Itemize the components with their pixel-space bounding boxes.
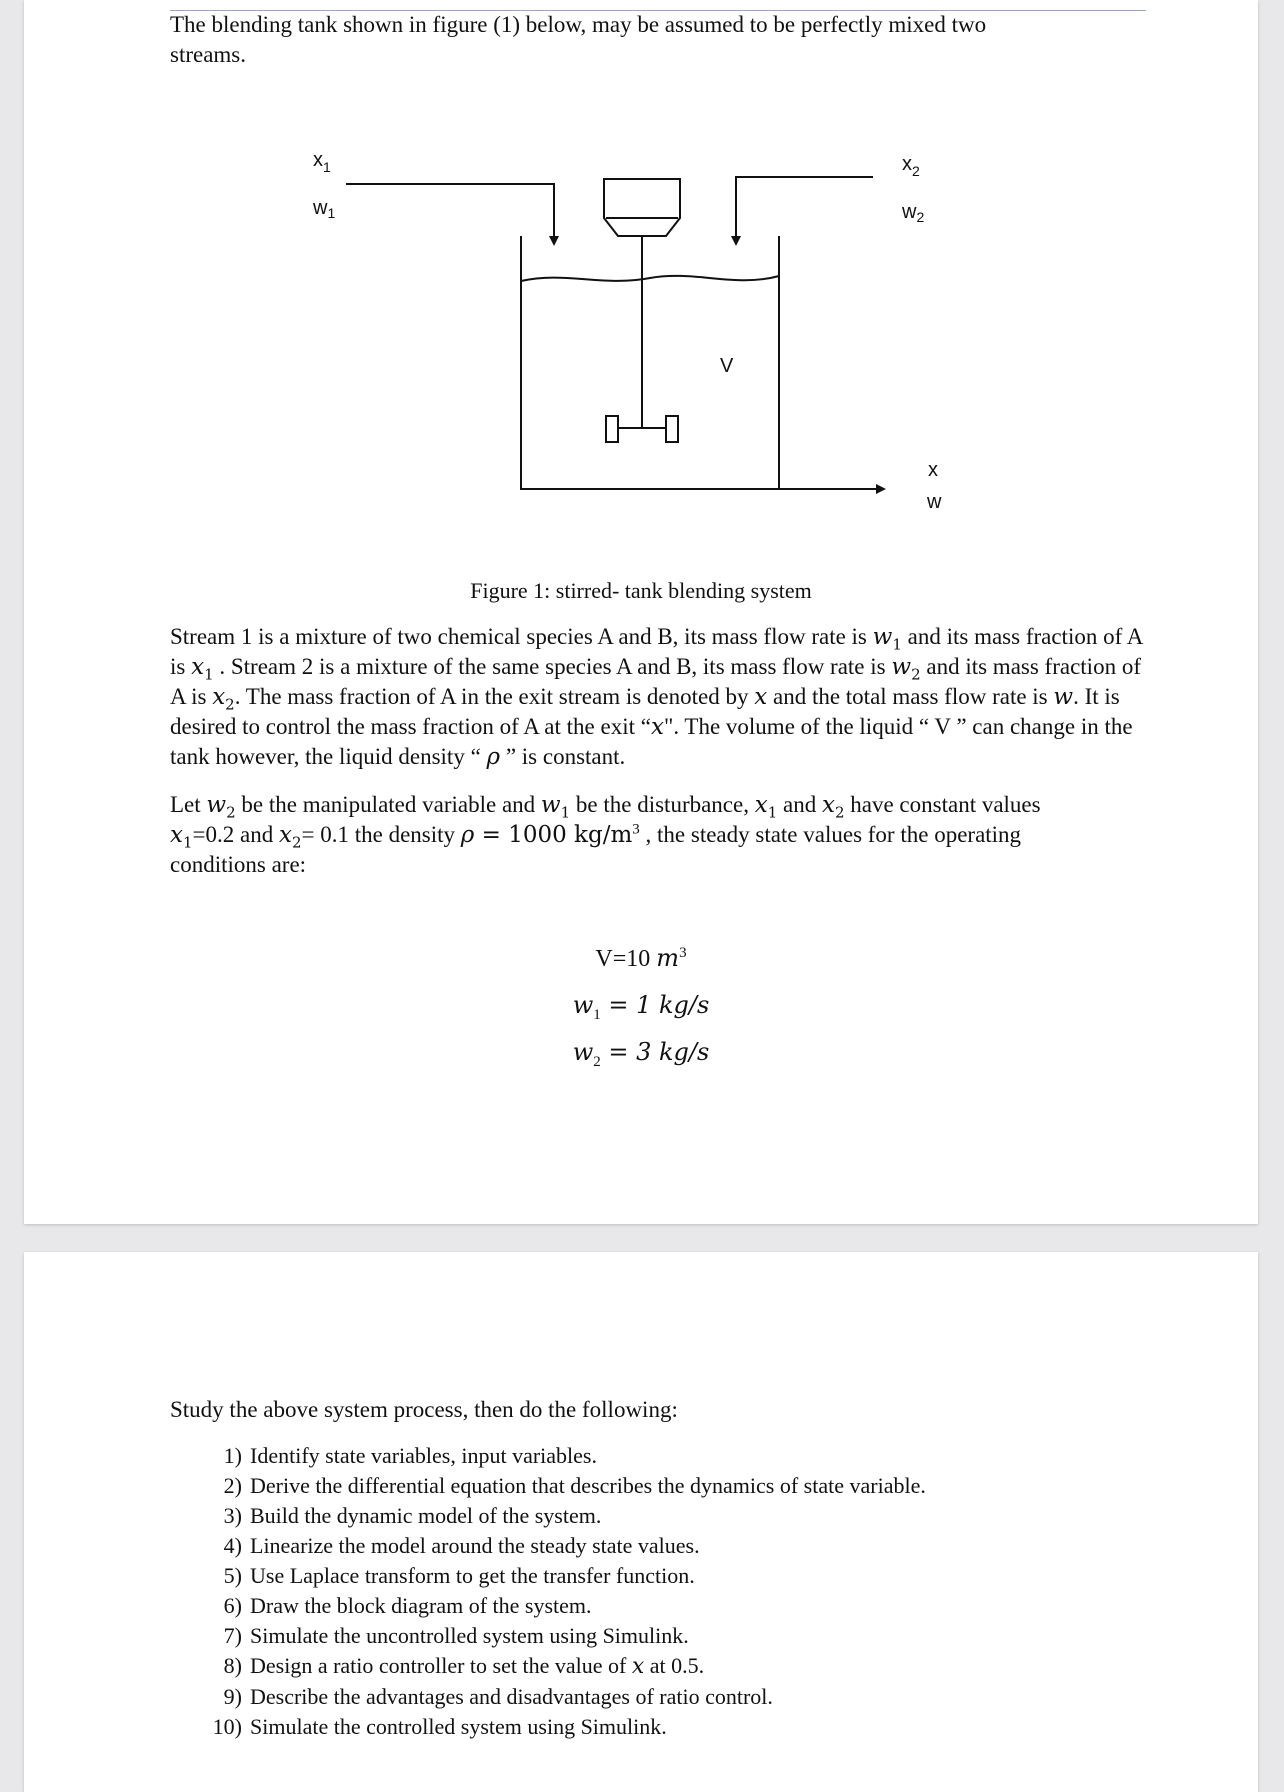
task-item: 10) Simulate the controlled system using Simulink. (212, 1714, 667, 1739)
steady-state-volume: V=10 $m^3$ (595, 944, 687, 972)
label-w2: $w_2$ (902, 201, 925, 225)
tank-walls (521, 236, 779, 489)
task-item: 7) Simulate the uncontrolled system using Simulink. (223, 1623, 689, 1648)
task-item: 4) Linearize the model around the steady state values. (223, 1533, 700, 1558)
description-paragraph: Stream 1 is a mixture of two chemical species A and B, its mass flow rate is $w_1$ and its mass fraction of A is $x_1$ . Stream 2 is a mixture of the same species A and B, its mass flow rate is $w_2$ and its mass fraction of A is $x_2$. The mass fraction of A in the exit stream is denoted by x and the total mass flow rate is w. It is desired to control the mass fraction of A at the exit “x". The volume of the liquid “ V ” can change in the tank however, the liquid density “ ρ ” is constant. (170, 624, 1143, 770)
label-x-out: x (928, 459, 938, 481)
task-item: 1) Identify state variables, input variables. (223, 1443, 597, 1468)
task-item: 3) Build the dynamic model of the system. (223, 1503, 602, 1528)
inlet-stream-1-pipe (346, 184, 554, 244)
task-item: 6) Draw the block diagram of the system. (223, 1593, 592, 1618)
label-w-out: w (927, 491, 942, 513)
task-item: 8) Design a ratio controller to set the value of x at 0.5. (223, 1653, 705, 1679)
manipulated-variable-paragraph: Let $w_2$ be the manipulated variable and $w_1$ be the disturbance, $x_1$ and $x_2$ have constant values $x_1=0.2$ and $x_2= 0.1$ the density ρ = 1000 $kg/m^3$ , the steady state values for the operating conditions are: (170, 792, 1041, 877)
task-item: 5) Use Laplace transform to get the transfer function. (223, 1563, 695, 1588)
study-heading: Study the above system process, then do the following: (170, 1397, 678, 1422)
label-x2: $x_2$ (902, 153, 920, 179)
inlet-stream-2-pipe (736, 177, 873, 244)
label-w1: $w_1$ (313, 197, 336, 221)
document-page-1 (24, 0, 1258, 1224)
task-list (206, 1441, 926, 1742)
steady-state-w2: $w_2 = 3$ kg/s (572, 1038, 710, 1070)
label-volume: V (720, 355, 734, 377)
impeller-blade-left (606, 416, 618, 442)
figure-caption: Figure 1: stirred- tank blending system (470, 578, 812, 603)
liquid-surface (521, 276, 779, 281)
steady-state-w1: $w_1 = 1$ kg/s (572, 991, 710, 1023)
impeller-blade-right (666, 416, 678, 442)
label-x1: $x_1$ (313, 149, 331, 175)
task-item: 9) Describe the advantages and disadvantages of ratio control. (223, 1684, 773, 1709)
task-item: 2) Derive the differential equation that describes the dynamics of state variable. (223, 1473, 926, 1498)
mixer-motor (604, 179, 680, 236)
document-page-2 (24, 1252, 1258, 1792)
intro-paragraph: The blending tank shown in figure (1) below, may be assumed to be perfectly mixed two streams. (170, 12, 987, 67)
blending-tank-diagram (24, 0, 1258, 560)
